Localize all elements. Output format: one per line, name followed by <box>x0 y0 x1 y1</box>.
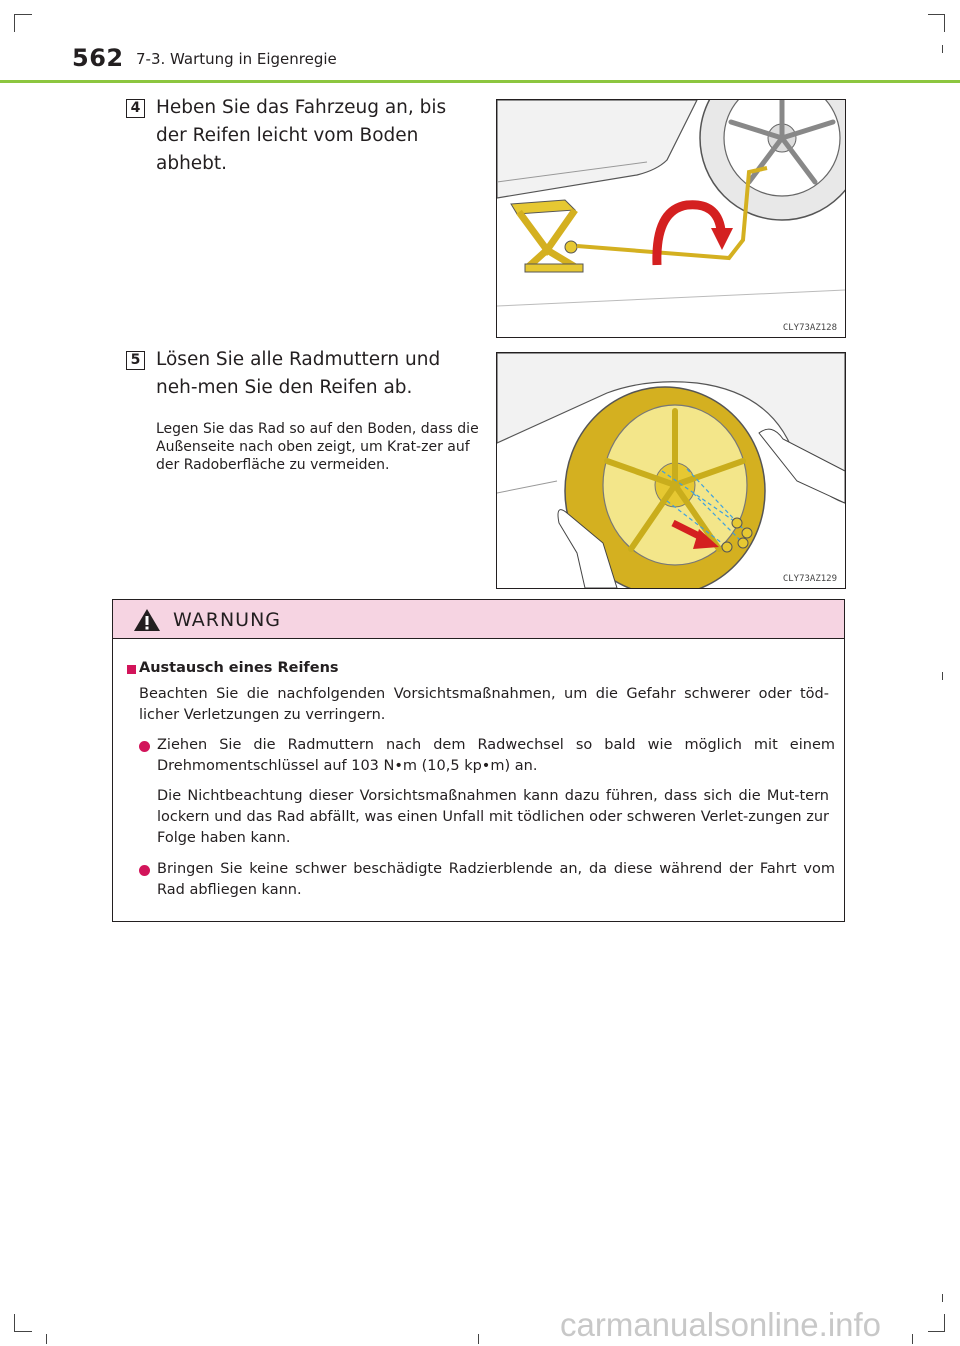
step-title: Lösen Sie alle Radmuttern und neh-men Sie den Reifen ab. <box>156 349 441 398</box>
section-title: 7-3. Wartung in Eigenregie <box>136 50 337 68</box>
step-number: 4 <box>126 99 145 118</box>
page-number: 562 <box>72 44 124 72</box>
crop-mark <box>14 1314 15 1332</box>
figure-code: CLY73AZ128 <box>782 323 837 333</box>
header-rule <box>0 80 960 83</box>
warning-title: WARNUNG <box>173 609 282 631</box>
warning-heading: Austausch eines Reifens <box>139 660 339 676</box>
crop-mark <box>14 1331 32 1332</box>
warning-header <box>113 600 844 639</box>
step-title: Heben Sie das Fahrzeug an, bis der Reifen leicht vom Boden abhebt. <box>156 97 447 174</box>
dot-bullet-icon <box>139 865 150 876</box>
crop-mark <box>478 1334 479 1344</box>
crop-mark <box>944 1314 945 1332</box>
square-bullet-icon <box>127 665 136 674</box>
warning-triangle-icon <box>133 608 161 632</box>
figure-code: CLY73AZ129 <box>782 574 837 584</box>
dot-bullet-icon <box>139 741 150 752</box>
warning-intro: Beachten Sie die nachfolgenden Vorsichtsmaßnahmen, um die Gefahr schwerer oder töd-licher Verletzungen zu verringern. <box>139 686 829 723</box>
crop-mark <box>928 1331 945 1332</box>
crop-mark <box>912 1334 913 1344</box>
warning-box <box>112 599 845 922</box>
page-header <box>0 0 960 84</box>
crop-mark <box>942 672 943 680</box>
warning-item-subtext: Die Nichtbeachtung dieser Vorsichtsmaßnahmen kann dazu führen, dass sich die Mut-tern lockern und das Rad abfällt, was einen Unfall mit tödlichen oder schweren Verlet-zungen zur Folge haben kann. <box>157 788 829 846</box>
crop-mark <box>942 1294 943 1302</box>
warning-item-text: Bringen Sie keine schwer beschädigte Radzierblende an, da diese während der Fahrt vom Rad abfliegen kann. <box>157 861 835 898</box>
watermark: carmanualsonline.info <box>560 1306 882 1343</box>
warning-item-text: Ziehen Sie die Radmuttern nach dem Radwechsel so bald wie möglich mit einem Drehmomentschlüssel auf 103 N•m (10,5 kp•m) an. <box>157 737 835 774</box>
crop-mark <box>46 1334 47 1344</box>
step-number: 5 <box>126 351 145 370</box>
wheel-removal-illustration <box>496 352 846 589</box>
jack-illustration <box>496 99 846 338</box>
step-note: Legen Sie das Rad so auf den Boden, dass die Außenseite nach oben zeigt, um Krat-zer auf der Radoberfläche zu vermeiden. <box>156 421 479 473</box>
